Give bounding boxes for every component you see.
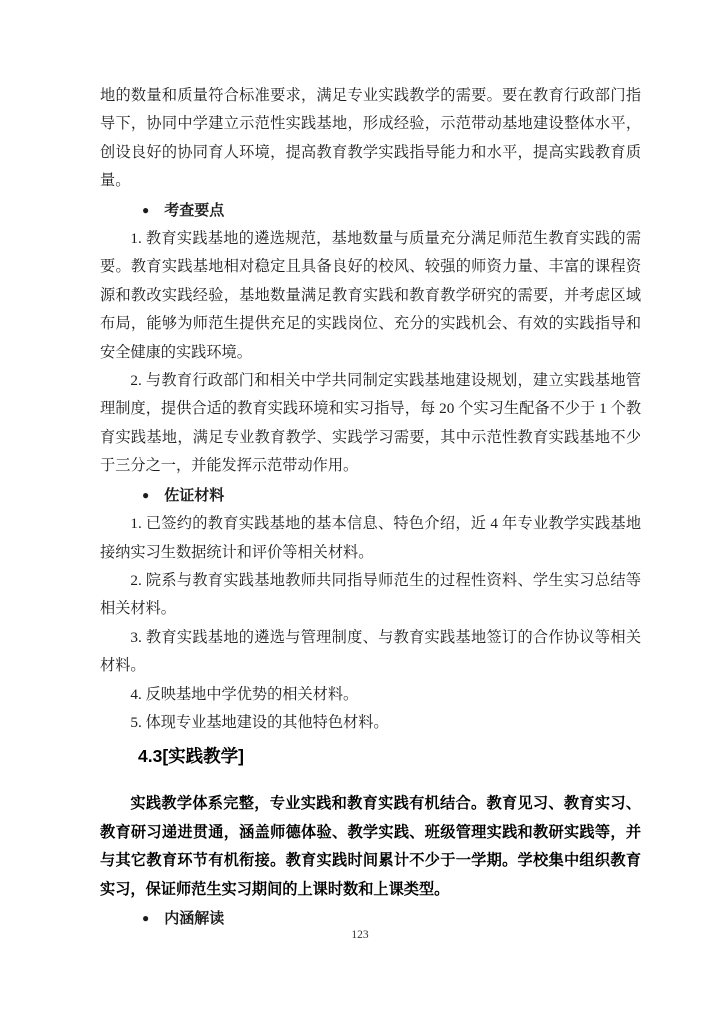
section-title: 内涵解读 (164, 909, 225, 927)
supporting-materials-item-1: 1. 已签约的教育实践基地的基本信息、特色介绍，近 4 年专业教学实践基地接纳实习生数据统计和评价等相关材料。 (100, 515, 641, 561)
practice-teaching-summary-paragraph: 实践教学体系完整，专业实践和教育实践有机结合。教育见习、教育实习、教育研习递进贯通，涵盖师德体验、教学实践、班级管理实践和教研实践等，并与其它教育环节有机衔接。教育实践时间累计不少于一学期。学校集中组织教育实习，保证师范生实习期间的上课时数和上课类型。 (100, 795, 641, 898)
bullet-dot-icon: ● (142, 487, 150, 502)
bullet-dot-icon: ● (142, 910, 150, 925)
section-title: 考查要点 (164, 201, 225, 219)
supporting-materials-item-2: 2. 院系与教育实践基地教师共同指导师范生的过程性资料、学生实习总结等相关材料。 (100, 571, 641, 618)
bullet-dot-icon: ● (142, 202, 150, 217)
intro-paragraph: 地的数量和质量符合标准要求，满足专业实践教学的需要。要在教育行政部门指导下，协同中学建立示范性实践基地，形成经验，示范带动基地建设整体水平，创设良好的协同育人环境，提高教育教学实践指导能力和水平，提高实践教育质量。 (100, 87, 641, 190)
supporting-materials-item-3: 3. 教育实践基地的遴选与管理制度、与教育实践基地签订的合作协议等相关材料。 (100, 628, 641, 675)
page-body (100, 82, 641, 933)
examine-points-item-1: 1. 教育实践基地的遴选规范，基地数量与质量充分满足师范生教育实践的需要。教育实践基地相对稳定且具备良好的校风、较强的师资力量、丰富的课程资源和教改实践经验，基地数量满足教育实践和教育教学研究的需要，并考虑区域布局，能够为师范生提供充足的实践岗位、充分的实践机会、有效的实践指导和安全健康的实践环境。 (100, 230, 641, 361)
page-number: 123 (351, 929, 369, 941)
supporting-materials-item-5: 5. 体现专业基地建设的其他特色材料。 (130, 713, 389, 731)
supporting-materials-item-4: 4. 反映基地中学优势的相关材料。 (130, 685, 359, 703)
section-title: 佐证材料 (164, 486, 225, 504)
examine-points-item-2: 2. 与教育行政部门和相关中学共同制定实践基地建设规划，建立实践基地管理制度，提供合适的教育实践环境和实习指导，每 20 个实习生配备不少于 1 个教育实践基地，满足专业教育教学、实践学习需要，其中示范性教育实践基地不少于三分之一，并能发挥示范带动作用。 (100, 372, 641, 475)
section-heading-supporting-materials (100, 481, 641, 510)
section-heading-examine-points (100, 196, 641, 225)
section-heading-4-3-practice-teaching: 4.3[实践教学] (138, 746, 244, 767)
